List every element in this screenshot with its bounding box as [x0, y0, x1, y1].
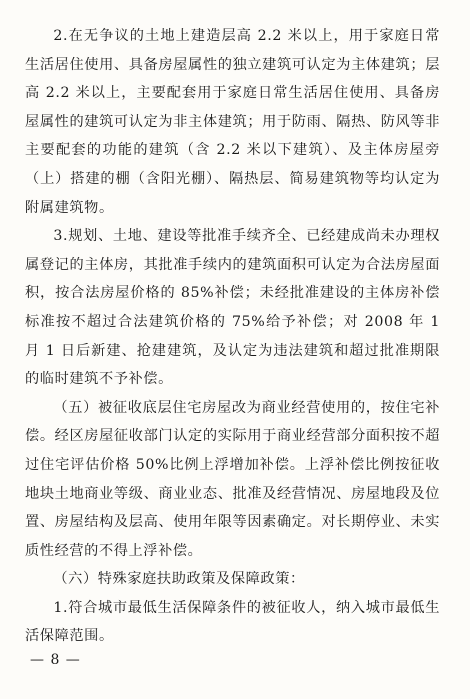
paragraph-item-2-building-classification: 2.在无争议的土地上建造层高 2.2 米以上，用于家庭日常生活居住使用、具备房屋属性的独立建筑可认定为主体建筑；层高 2.2 米以上，主要配套用于家庭日常生活居住使用、具备房屋属性的建筑可认定为非主体建筑；用于防雨、隔热、防风等非主要配套的功能的建筑（含 2.2 米以下建筑）、及主体房屋旁（上）搭建的棚（含阳光棚）、隔热层、简易建筑物等均认定为附属建筑物。	[25, 28, 440, 216]
paragraph-item-3-unregistered-housing: 3.规划、土地、建设等批准手续齐全、已经建成尚未办理权属登记的主体房，其批准手续内的建筑面积可认定为合法房屋面积，按合法房屋价格的 85%补偿；未经批准建设的主体房补偿标准按不超过合法建筑价格的 75%给予补偿；对 2008 年 1 月 1 日后新建、抢建建筑，及认定为违法建筑和超过批准期限的临时建筑不予补偿。	[25, 228, 440, 388]
paragraph-item-1-minimum-living-guarantee: 1.符合城市最低生活保障条件的被征收人，纳入城市最低生活保障范围。	[25, 599, 440, 645]
paragraph-section-5-commercial-use: （五）被征收底层住宅房屋改为商业经营使用的，按住宅补偿。经区房屋征收部门认定的实际用于商业经营部分面积按不超过住宅评估价格 50%比例上浮增加补偿。上浮补偿比例按征收地块土地商业等级、商业业态、批准及经营情况、房屋地段及位置、房屋结构及层高、使用年限等因素确定。对长期停业、未实质性经营的不得上浮补偿。	[25, 399, 440, 559]
paragraph-section-6-heading: （六）特殊家庭扶助政策及保障政策：	[53, 571, 305, 588]
page-number: — 8 —	[30, 652, 81, 668]
